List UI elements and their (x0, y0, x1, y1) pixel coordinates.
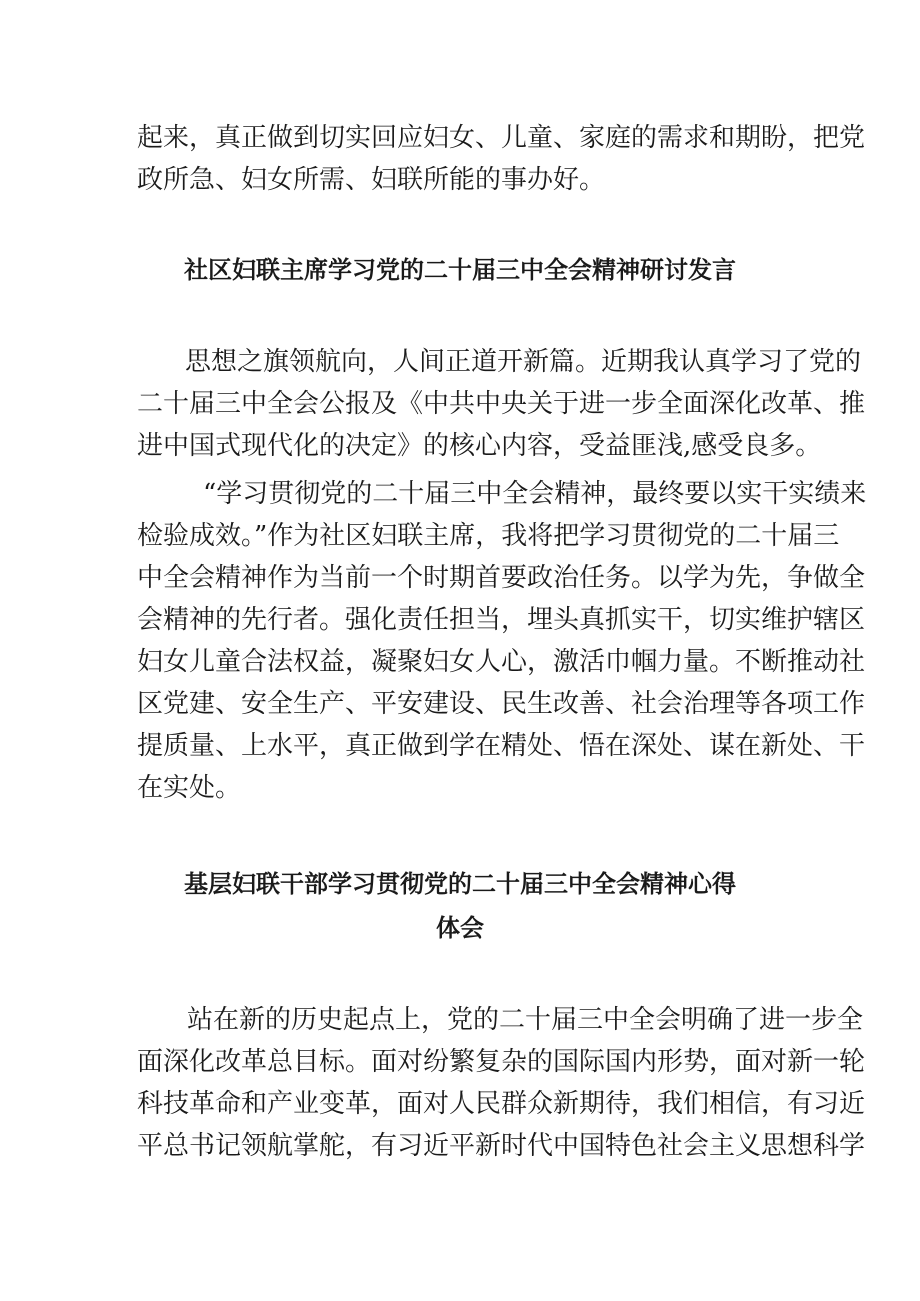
section-heading: 社区妇联主席学习党的二十届三中全会精神研讨发言 (184, 256, 736, 284)
section-heading: 基层妇联干部学习贯彻党的二十届三中全会精神心得 (184, 870, 736, 898)
paragraph-line: 二十届三中全会公报及《中共中央关于进一步全面深化改革、推 (137, 389, 866, 419)
paragraph-line: 思想之旗领航向，人间正道开新篇。近期我认真学习了党的 (185, 347, 862, 377)
paragraph-line: 会精神的先行者。强化责任担当，埋头真抓实干，切实维护辖区 (137, 605, 866, 635)
paragraph-line: 平总书记领航掌舵，有习近平新时代中国特色社会主义思想科学 (137, 1131, 866, 1161)
paragraph-line: 面深化改革总目标。面对纷繁复杂的国际国内形势，面对新一轮 (137, 1047, 866, 1077)
paragraph-line: 在实处。 (137, 773, 242, 803)
paragraph-line: 起来，真正做到切实回应妇女、儿童、家庭的需求和期盼，把党 (137, 123, 866, 153)
paragraph-line: 妇女儿童合法权益，凝聚妇女人心，激活巾帼力量。不断推动社 (137, 647, 866, 677)
paragraph-line: 提质量、上水平，真正做到学在精处、悟在深处、谋在新处、干 (137, 731, 866, 761)
paragraph-line: 政所急、妇女所需、妇联所能的事办好。 (137, 165, 606, 195)
paragraph-line: 科技革命和产业变革，面对人民群众新期待，我们相信，有习近 (137, 1089, 866, 1119)
paragraph-line: 中全会精神作为当前一个时期首要政治任务。以学为先，争做全 (137, 563, 866, 593)
paragraph-line: 站在新的历史起点上，党的二十届三中全会明确了进一步全 (187, 1005, 864, 1035)
paragraph-line: 进中国式现代化的决定》的核心内容，受益匪浅,感受良多。 (137, 431, 822, 461)
paragraph-line: 区党建、安全生产、平安建设、民生改善、社会治理等各项工作 (137, 689, 866, 719)
paragraph-line: “学习贯彻党的二十届三中全会精神，最终要以实干实绩来 (203, 479, 867, 509)
section-heading-continued: 体会 (436, 914, 484, 942)
paragraph-line: 检验成效。”作为社区妇联主席，我将把学习贯彻党的二十届三 (137, 521, 840, 551)
